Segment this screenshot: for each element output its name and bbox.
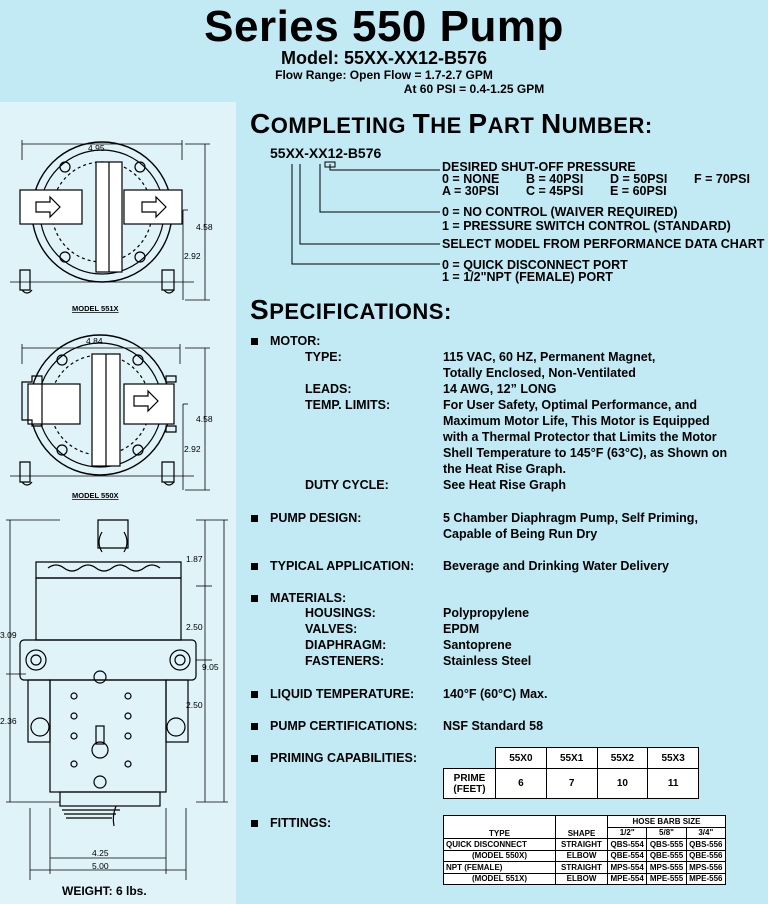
dim-side-total: 9.05 — [202, 662, 219, 672]
dim-side-base-inner: 4.25 — [92, 848, 109, 858]
bullet-typical-app — [251, 563, 258, 570]
spec-motor: MOTOR: — [270, 334, 321, 348]
dim-side-left-upper: 3.09 — [0, 630, 17, 640]
spec-leads-label: LEADS: — [305, 382, 352, 396]
shutoff-e: E = 60PSI — [610, 184, 667, 198]
dim-550x-center: 2.92 — [184, 444, 201, 454]
spec-pump-design-val1: 5 Chamber Diaphragm Pump, Self Priming, — [443, 511, 698, 525]
fittings-hose-barb-header: HOSE BARB SIZE — [608, 816, 726, 828]
spec-temp-line1: For User Safety, Optimal Performance, and — [443, 398, 698, 412]
priming-row-label: PRIME (FEET) — [444, 769, 496, 799]
shutoff-d: D = 50PSI — [610, 172, 668, 186]
spec-pump-design-val2: Capable of Being Run Dry — [443, 527, 598, 541]
spec-certs-val: NSF Standard 58 — [443, 719, 544, 733]
priming-header: 55X2 — [597, 748, 648, 769]
dim-550x-height: 4.58 — [196, 414, 213, 424]
fittings-type-header: TYPE — [444, 816, 556, 839]
priming-table — [443, 747, 699, 799]
spec-priming: PRIMING CAPABILITIES: — [270, 751, 417, 765]
spec-liquid-temp-val: 140°F (60°C) Max. — [443, 687, 548, 701]
shutoff-none: 0 = NONE — [442, 172, 500, 186]
table-row: (MODEL 551X) ELBOW MPE-554 MPE-555 MPE-556 — [444, 873, 726, 885]
spec-temp-line5: the Heat Rise Graph. — [443, 462, 566, 476]
page-header — [0, 0, 768, 102]
priming-value: 6 — [496, 769, 547, 799]
spec-materials: MATERIALS: — [270, 591, 347, 605]
spec-pump-design: PUMP DESIGN: — [270, 511, 362, 525]
spec-valves-label: VALVES: — [305, 622, 358, 636]
priming-value: 7 — [546, 769, 597, 799]
spec-valves-val: EPDM — [443, 622, 480, 636]
priming-header: 55X1 — [546, 748, 597, 769]
spec-typical-app-val: Beverage and Drinking Water Delivery — [443, 559, 670, 573]
port-quick: 0 = QUICK DISCONNECT PORT — [442, 258, 628, 272]
shutoff-a: A = 30PSI — [442, 184, 499, 198]
priming-header: 55X3 — [648, 748, 699, 769]
spec-temp-line4: Shell Temperature to 145°F (63°C), as Shown on — [443, 446, 728, 460]
control-switch: 1 = PRESSURE SWITCH CONTROL (STANDARD) — [442, 219, 731, 233]
spec-housings-label: HOUSINGS: — [305, 606, 376, 620]
dim-550x-width: 4.84 — [86, 336, 103, 346]
shutoff-title: DESIRED SHUT-OFF PRESSURE — [442, 160, 636, 174]
fittings-table — [443, 815, 726, 885]
spec-temp-line2: Maximum Motor Life, This Motor is Equipped — [443, 414, 710, 428]
table-row — [444, 748, 699, 769]
spec-fasteners-label: FASTENERS: — [305, 654, 385, 668]
model-550x-drawing — [10, 335, 210, 490]
spec-type-val2: Totally Enclosed, Non-Ventilated — [443, 366, 636, 380]
dim-551x-center: 2.92 — [184, 251, 201, 261]
spec-fasteners-val: Stainless Steel — [443, 654, 532, 668]
table-row: QUICK DISCONNECT STRAIGHT QBS-554 QBS-555 QBS-556 — [444, 839, 726, 851]
spec-type-val1: 115 VAC, 60 HZ, Permanent Magnet, — [443, 350, 656, 364]
priming-value: 11 — [648, 769, 699, 799]
spec-temp-line3: with a Thermal Protector that Limits the Motor — [443, 430, 717, 444]
bullet-fittings — [251, 820, 258, 827]
shutoff-f: F = 70PSI — [694, 172, 750, 186]
bullet-certs — [251, 723, 258, 730]
part-number-heading: COMPLETING THE PART NUMBER: — [250, 108, 653, 139]
bullet-pump-design — [251, 515, 258, 522]
dim-side-mid-upper: 2.50 — [186, 622, 203, 632]
shutoff-c: C = 45PSI — [526, 184, 584, 198]
flow-range-60psi: At 60 PSI = 0.4-1.25 GPM — [403, 82, 545, 96]
spec-liquid-temp: LIQUID TEMPERATURE: — [270, 687, 415, 701]
bullet-motor — [251, 338, 258, 345]
spec-diaphragm-label: DIAPHRAGM: — [305, 638, 387, 652]
spec-temp-label: TEMP. LIMITS: — [305, 398, 391, 412]
fittings-size: 1/2" — [608, 827, 647, 839]
spec-type-label: TYPE: — [305, 350, 342, 364]
fittings-size: 5/8" — [647, 827, 686, 839]
dim-side-mid-lower: 2.50 — [186, 700, 203, 710]
model-551x-drawing — [10, 140, 210, 300]
caption-model-551x: MODEL 551X — [72, 304, 119, 313]
shutoff-b: B = 40PSI — [526, 172, 584, 186]
control-no: 0 = NO CONTROL (WAIVER REQUIRED) — [442, 205, 678, 219]
table-row — [444, 769, 699, 799]
priming-value: 10 — [597, 769, 648, 799]
fittings-size: 3/4" — [686, 827, 725, 839]
port-npt: 1 = 1/2"NPT (FEMALE) PORT — [442, 270, 613, 284]
spec-duty-label: DUTY CYCLE: — [305, 478, 389, 492]
flow-range-open: Flow Range: Open Flow = 1.7-2.7 GPM — [275, 68, 493, 82]
bullet-priming — [251, 755, 258, 762]
specifications-heading: SPECIFICATIONS: — [250, 294, 452, 325]
select-model: SELECT MODEL FROM PERFORMANCE DATA CHART — [442, 237, 765, 251]
dim-side-top: 1.87 — [186, 554, 203, 564]
bullet-liquid-temp — [251, 691, 258, 698]
dim-side-left-lower: 2.36 — [0, 716, 17, 726]
table-row: (MODEL 550X) ELBOW QBE-554 QBE-555 QBE-556 — [444, 850, 726, 862]
dim-side-base-outer: 5.00 — [92, 861, 109, 871]
spec-leads-val: 14 AWG, 12” LONG — [443, 382, 557, 396]
spec-typical-app: TYPICAL APPLICATION: — [270, 559, 415, 573]
drawings-panel — [0, 102, 236, 904]
fittings-shape-header: SHAPE — [556, 816, 608, 839]
page-title: Series 550 Pump — [204, 2, 564, 51]
spec-certs: PUMP CERTIFICATIONS: — [270, 719, 418, 733]
bullet-materials — [251, 595, 258, 602]
table-row — [444, 816, 726, 828]
part-number-code: 55XX-XX12-B576 — [270, 145, 382, 161]
dim-551x-width: 4.95 — [88, 143, 105, 153]
spec-diaphragm-val: Santoprene — [443, 638, 512, 652]
pump-drawings — [0, 102, 236, 904]
spec-fittings: FITTINGS: — [270, 816, 332, 830]
pump-weight: WEIGHT: 6 lbs. — [62, 884, 147, 898]
table-row: NPT (FEMALE) STRAIGHT MPS-554 MPS-555 MPS-556 — [444, 862, 726, 874]
model-number: Model: 55XX-XX12-B576 — [280, 48, 488, 68]
spec-housings-val: Polypropylene — [443, 606, 530, 620]
priming-header: 55X0 — [496, 748, 547, 769]
dim-551x-height: 4.58 — [196, 222, 213, 232]
caption-model-550x: MODEL 550X — [72, 491, 119, 500]
spec-duty-val: See Heat Rise Graph — [443, 478, 566, 492]
